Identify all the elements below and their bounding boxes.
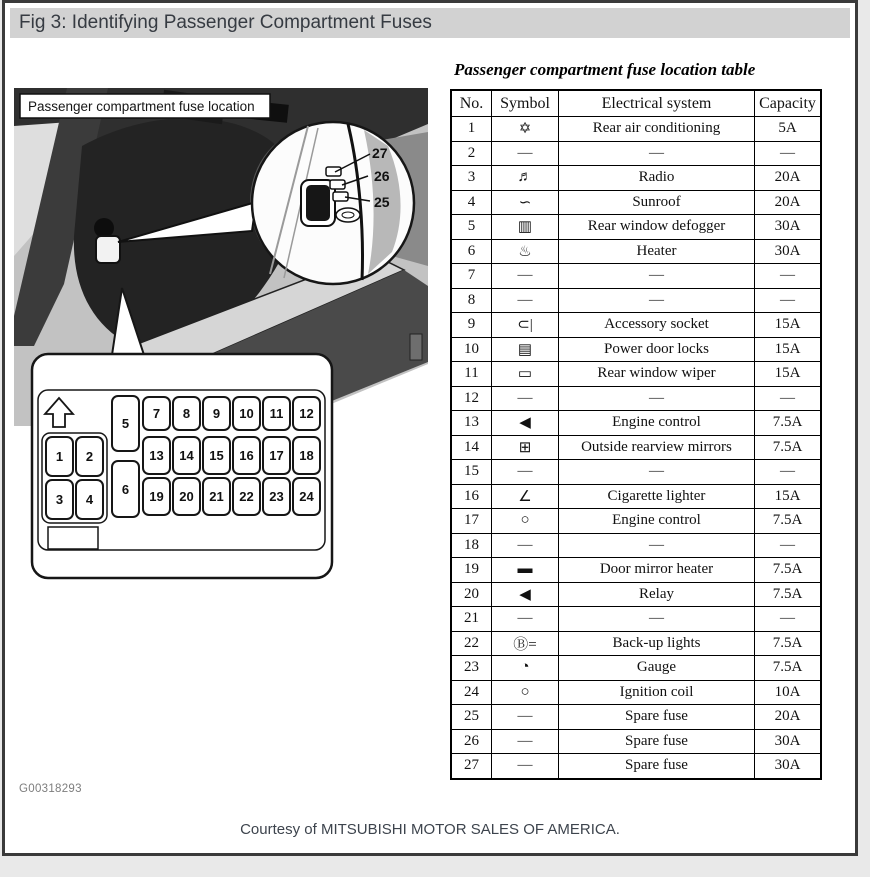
figure-title: Fig 3: Identifying Passenger Compartment Fuses [19,12,432,33]
air-conditioning-icon: ✡ [492,117,559,142]
fuse-no: 1 [451,117,492,142]
fuse-number: 22 [239,489,254,504]
fuse-number: 15 [209,448,224,463]
blank-slot [48,527,98,549]
fuse-capacity: 7.5A [755,631,822,656]
table-row [451,215,821,240]
fuse-capacity: — [755,386,822,411]
fuse-number: 9 [212,406,221,421]
fuse-no: 14 [451,435,492,460]
fuse-number: 12 [299,406,314,421]
fuse-capacity: 30A [755,215,822,240]
fuse-system: — [559,264,755,289]
fuse-number: 14 [179,448,194,463]
fuse-number: 1 [55,449,64,464]
fuse-capacity: 7.5A [755,435,822,460]
fuse-capacity: — [755,141,822,166]
table-header-row [451,90,821,117]
table-row [451,264,821,289]
fuse-system: Outside rearview mirrors [559,435,755,460]
fuse-system: — [559,533,755,558]
fuse-no: 24 [451,680,492,705]
table-row [451,117,821,142]
fuse-number: 20 [179,489,194,504]
fuse-system: Spare fuse [559,705,755,730]
fuse-system: Cigarette lighter [559,484,755,509]
fuse-system: Power door locks [559,337,755,362]
cigarette-lighter-icon: ∠ [492,484,559,509]
fuse-no: 11 [451,362,492,387]
fuse-capacity: 5A [755,117,822,142]
fuse-symbol: — [492,460,559,485]
fuse-no: 2 [451,141,492,166]
radio-icon: ♬ [492,166,559,191]
table-row [451,533,821,558]
fuse-capacity: 7.5A [755,509,822,534]
fuse-capacity: 15A [755,484,822,509]
table-row [451,288,821,313]
fuse-capacity: 7.5A [755,582,822,607]
fuse-capacity: 15A [755,313,822,338]
fuse-number: 7 [152,406,161,421]
table-row [451,680,821,705]
fuse-no: 19 [451,558,492,583]
header-symbol: Symbol [492,90,559,117]
fuse-capacity: — [755,607,822,632]
fuse-system: Engine control [559,509,755,534]
fuse-system: Sunroof [559,190,755,215]
fuse-location-diagram [12,84,436,614]
fuse-symbol: — [492,288,559,313]
fuse-system: Relay [559,582,755,607]
fuse-no: 12 [451,386,492,411]
fuse-number: 5 [121,416,130,431]
fuse-symbol: — [492,705,559,730]
fuse-system: Accessory socket [559,313,755,338]
fuse-symbol: — [492,386,559,411]
table-row [451,705,821,730]
fuse-system: — [559,288,755,313]
fuse-capacity: 30A [755,239,822,264]
fuse-table-section [450,60,830,780]
fuse-system: Door mirror heater [559,558,755,583]
fuse-system: — [559,460,755,485]
fuse-capacity: 10A [755,680,822,705]
fuse-system: — [559,386,755,411]
fuse-system: Back-up lights [559,631,755,656]
fuse-system: Heater [559,239,755,264]
fuse-system: Spare fuse [559,754,755,779]
header-system: Electrical system [559,90,755,117]
figure-reference-code: G00318293 [19,783,82,795]
fuse-capacity: — [755,264,822,289]
figure-card [2,0,858,856]
fuse-number: 24 [299,489,314,504]
fuse-capacity: 15A [755,337,822,362]
table-row [451,141,821,166]
fuse-no: 17 [451,509,492,534]
fuse-capacity: — [755,460,822,485]
fuse-capacity: 7.5A [755,411,822,436]
fuse-no: 13 [451,411,492,436]
courtesy-line: Courtesy of MITSUBISHI MOTOR SALES OF AMERICA. [240,821,620,838]
fuse-capacity: — [755,288,822,313]
fuse-no: 22 [451,631,492,656]
ignition-coil-icon: ○ [492,680,559,705]
fuse-number: 16 [239,448,254,463]
fuse-symbol: — [492,141,559,166]
table-row [451,166,821,191]
table-row [451,435,821,460]
puller-tool [336,208,360,222]
rearview-mirrors-icon: ⊞ [492,435,559,460]
fuse-number: 2 [85,449,94,464]
table-row [451,460,821,485]
fuse-number: 11 [269,406,284,421]
fuse-symbol: — [492,264,559,289]
fuse-system: Rear window wiper [559,362,755,387]
fuse-no: 21 [451,607,492,632]
fuse-no: 9 [451,313,492,338]
fuse-no: 16 [451,484,492,509]
table-row [451,411,821,436]
fuse-no: 4 [451,190,492,215]
fuse-number: 18 [299,448,314,463]
table-row [451,362,821,387]
magnifier-inset [252,122,414,284]
fuse-system: — [559,607,755,632]
fuse-no: 8 [451,288,492,313]
fuse-number: 17 [269,448,284,463]
fuse-number: 23 [269,489,284,504]
fuse-table [450,89,822,780]
door-mirror-heater-icon: ▬ [492,558,559,583]
fuse-no: 7 [451,264,492,289]
fuse-table-title: Passenger compartment fuse location table [454,60,756,79]
engine-control-icon: ◀ [492,411,559,436]
fuse-capacity: 30A [755,754,822,779]
fuse-no: 10 [451,337,492,362]
fuse-system: Engine control [559,411,755,436]
table-row [451,484,821,509]
table-row [451,754,821,779]
fuse-capacity: 7.5A [755,656,822,681]
fuse-system: Gauge [559,656,755,681]
callout-26: 26 [374,168,390,184]
header-no: No. [451,90,492,117]
fuse-symbol: — [492,754,559,779]
fuse-system: Rear window defogger [559,215,755,240]
fuse-no: 6 [451,239,492,264]
header-capacity: Capacity [755,90,822,117]
backup-lights-icon: Ⓑ= [492,631,559,656]
callout-27: 27 [372,145,388,161]
fuse-number: 19 [149,489,164,504]
fuse-capacity: 7.5A [755,558,822,583]
fuse-system: Ignition coil [559,680,755,705]
door-locks-icon: ▤ [492,337,559,362]
photo-caption [20,94,270,118]
fuse-panel [32,354,332,578]
fuse-no: 25 [451,705,492,730]
fuse-capacity: 20A [755,705,822,730]
table-row [451,582,821,607]
relay-icon: ◀ [492,582,559,607]
fuse-no: 26 [451,729,492,754]
table-row [451,509,821,534]
fuse-number: 3 [55,492,64,507]
table-row [451,313,821,338]
fuse-system: — [559,141,755,166]
fuse-capacity: 30A [755,729,822,754]
fuse-no: 5 [451,215,492,240]
fuse-symbol: — [492,607,559,632]
fuse-symbol: — [492,729,559,754]
fuse-capacity: 15A [755,362,822,387]
fuse-number: 4 [85,492,94,507]
photo-caption-label: Passenger compartment fuse location [28,99,255,114]
fuse-no: 20 [451,582,492,607]
fuse-number: 13 [149,448,164,463]
accessory-socket-icon: ⊂| [492,313,559,338]
heater-icon: ♨ [492,239,559,264]
fuse-capacity: — [755,533,822,558]
fuse-capacity: 20A [755,190,822,215]
table-row [451,729,821,754]
fuse-number: 8 [182,406,191,421]
fuse-no: 3 [451,166,492,191]
spare-fuse-27-slot [326,167,341,176]
rear-wiper-icon: ▭ [492,362,559,387]
figure-title-bar [10,8,850,38]
engine-control-icon: ○ [492,509,559,534]
fuse-no: 18 [451,533,492,558]
fuse-number: 10 [239,406,254,421]
fuse-no: 15 [451,460,492,485]
table-row [451,631,821,656]
table-row [451,607,821,632]
table-row [451,386,821,411]
fuse-number: 6 [121,482,130,497]
fuse-system: Radio [559,166,755,191]
gauge-icon: ◔ [492,656,559,681]
table-row [451,656,821,681]
fuse-system: Rear air conditioning [559,117,755,142]
table-row [451,239,821,264]
sunroof-icon: ∽ [492,190,559,215]
fuse-system: Spare fuse [559,729,755,754]
fuse-capacity: 20A [755,166,822,191]
fuse-no: 23 [451,656,492,681]
table-row [451,190,821,215]
table-row [451,558,821,583]
callout-25: 25 [374,194,390,210]
rear-defogger-icon: ▥ [492,215,559,240]
fuse-number: 21 [209,489,224,504]
fuse-no: 27 [451,754,492,779]
table-row [451,337,821,362]
fuse-symbol: — [492,533,559,558]
